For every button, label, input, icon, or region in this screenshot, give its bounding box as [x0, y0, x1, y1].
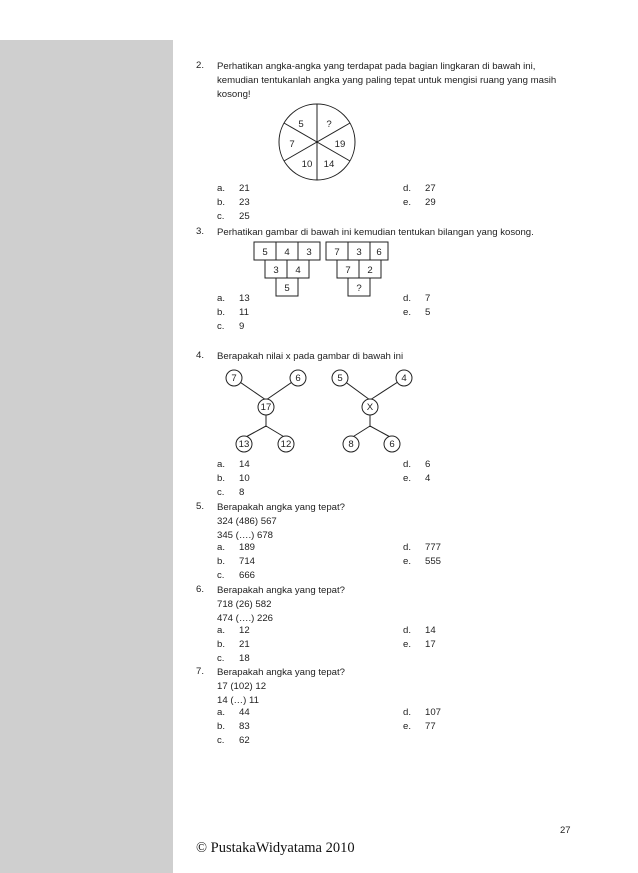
q3-right-top-cell: 7 — [334, 247, 340, 258]
q3-right-bottom-cell: ? — [356, 283, 362, 294]
q3-option-d: d. 7 — [403, 293, 431, 304]
q4-option-c: c. 8 — [217, 487, 245, 498]
q2-text-line2: kemudian tentukanlah angka yang paling tepat untuk mengisi ruang yang masih — [217, 75, 557, 86]
q4-right-node-bottom-left: 8 — [348, 439, 354, 450]
q5-option-a: a. 189 — [217, 542, 256, 553]
q3-right-top-cell: 3 — [356, 247, 362, 258]
q2-circle-cell: 7 — [289, 139, 295, 150]
q4-right-node-top-left: 5 — [337, 373, 343, 384]
q5-option-e: e. 555 — [403, 556, 442, 567]
q6-line1: 718 (26) 582 — [217, 599, 272, 610]
q3-right-mid-cell: 7 — [345, 265, 351, 276]
q4-option-d: d. 6 — [403, 459, 431, 470]
q3-left-top-cell: 3 — [306, 247, 312, 258]
q3-number: 3. — [196, 226, 205, 237]
q3-text: Perhatikan gambar di bawah ini kemudian tentukan bilangan yang kosong. — [217, 227, 534, 238]
q5-number: 5. — [196, 501, 205, 512]
q6-option-c: c. 18 — [217, 653, 250, 664]
q4-tree-diagrams — [220, 366, 420, 458]
q7-line2: 14 (…) 11 — [217, 695, 259, 706]
q6-option-e: e. 17 — [403, 639, 436, 650]
q7-option-c: c. 62 — [217, 735, 250, 746]
q2-circle-cell: 5 — [298, 119, 304, 130]
q4-option-a: a. 14 — [217, 459, 250, 470]
q3-right-mid-cell: 2 — [367, 265, 373, 276]
q3-right-top-cell: 6 — [376, 247, 382, 258]
q7-number: 7. — [196, 666, 205, 677]
q4-text: Berapakah nilai x pada gambar di bawah ini — [217, 351, 404, 362]
q7-option-b: b. 83 — [217, 721, 250, 732]
q2-circle-cell: ? — [326, 119, 332, 130]
page-margin-band — [0, 40, 173, 873]
q2-number: 2. — [196, 60, 205, 71]
page-number: 27 — [560, 825, 571, 836]
copyright-footer: © PustakaWidyatama 2010 — [196, 840, 355, 856]
q2-option-a: a. 21 — [217, 183, 250, 194]
q3-left-top-cell: 5 — [262, 247, 268, 258]
q3-option-b: b. 11 — [217, 307, 249, 318]
q3-left-bottom-cell: 5 — [284, 283, 290, 294]
q6-line2: 474 (….) 226 — [217, 613, 273, 624]
q2-circle-cell: 19 — [334, 139, 346, 150]
q4-left-node-top-left: 7 — [231, 373, 237, 384]
q6-option-a: a. 12 — [217, 625, 250, 636]
q2-text-line1: Perhatikan angka-angka yang terdapat pada bagian lingkaran di bawah ini, — [217, 61, 536, 72]
q5-option-c: c. 666 — [217, 570, 256, 581]
q4-left-node-center: 17 — [260, 402, 272, 413]
q6-number: 6. — [196, 584, 205, 595]
q7-option-d: d. 107 — [403, 707, 442, 718]
q2-circle-cell: 14 — [323, 159, 335, 170]
q7-text: Berapakah angka yang tepat? — [217, 667, 346, 678]
q4-option-e: e. 4 — [403, 473, 431, 484]
q5-text: Berapakah angka yang tepat? — [217, 502, 346, 513]
q4-right-node-center: X — [366, 402, 374, 413]
q6-option-d: d. 14 — [403, 625, 436, 636]
q3-option-a: a. 13 — [217, 293, 250, 304]
q5-option-d: d. 777 — [403, 542, 442, 553]
q2-text-line3: kosong! — [217, 89, 251, 100]
q5-line2: 345 (….) 678 — [217, 530, 273, 541]
q4-option-b: b. 10 — [217, 473, 250, 484]
q4-left-node-bottom-left: 13 — [238, 439, 250, 450]
q6-option-b: b. 21 — [217, 639, 250, 650]
q7-option-e: e. 77 — [403, 721, 436, 732]
q5-line1: 324 (486) 567 — [217, 516, 277, 527]
q7-line1: 17 (102) 12 — [217, 681, 267, 692]
q4-left-node-bottom-right: 12 — [280, 439, 292, 450]
q4-number: 4. — [196, 350, 205, 361]
q5-option-b: b. 714 — [217, 556, 256, 567]
q3-option-e: e. 5 — [403, 307, 431, 318]
q4-right-node-top-right: 4 — [401, 373, 407, 384]
q4-right-node-bottom-right: 6 — [389, 439, 395, 450]
q3-left-mid-cell: 3 — [273, 265, 279, 276]
q2-option-c: c. 25 — [217, 211, 250, 222]
q3-left-mid-cell: 4 — [295, 265, 301, 276]
q3-number-pyramids — [250, 240, 390, 300]
q2-option-b: b. 23 — [217, 197, 250, 208]
q7-option-a: a. 44 — [217, 707, 250, 718]
q2-pie-figure — [270, 100, 364, 184]
q2-option-e: e. 29 — [403, 197, 436, 208]
q6-text: Berapakah angka yang tepat? — [217, 585, 346, 596]
q4-left-node-top-right: 6 — [295, 373, 301, 384]
q2-circle-cell: 10 — [301, 159, 313, 170]
q3-option-c: c. 9 — [217, 321, 245, 332]
q3-left-top-cell: 4 — [284, 247, 290, 258]
q2-option-d: d. 27 — [403, 183, 436, 194]
